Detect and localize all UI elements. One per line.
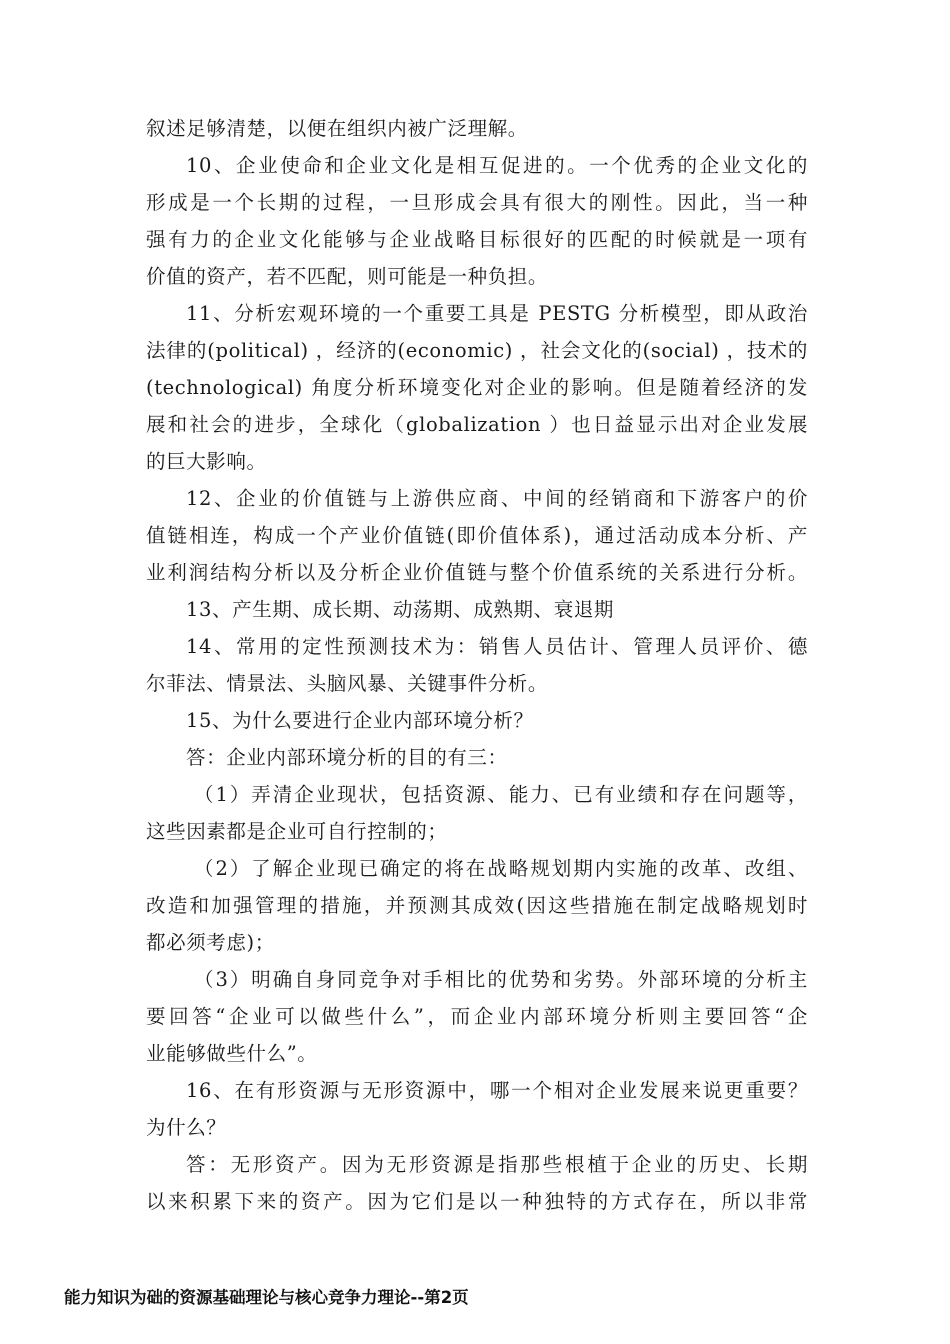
text-line: 要回答“企业可以做些什么”，而企业内部环境分析则主要回答“企 [146,1005,808,1028]
text-line: 尔菲法、情景法、头脑风暴、关键事件分析。 [146,672,549,695]
document-body [146,110,808,1220]
text-line: 价值的资产，若不匹配，则可能是一种负担。 [146,265,549,288]
text-line: 13、产生期、成长期、动荡期、成熟期、衰退期 [186,598,615,621]
text-line: 为什么？ [146,1116,227,1139]
text-line: （1）弄清企业现状，包括资源、能力、已有业绩和存在问题等， [194,783,808,806]
page-footer: 能力知识为础的资源基础理论与核心竞争力理论--第2页 [64,1288,469,1307]
text-line: 15、为什么要进行企业内部环境分析？ [186,709,534,732]
text-line: 12、企业的价值链与上游供应商、中间的经销商和下游客户的价 [186,487,808,510]
text-line: 都必须考虑)； [146,931,275,954]
text-line: 16、在有形资源与无形资源中，哪一个相对企业发展来说更重要？ [186,1079,808,1102]
text-line: 答：无形资产。因为无形资源是指那些根植于企业的历史、长期 [186,1153,808,1176]
text-line: 这些因素都是企业可自行控制的； [146,820,448,843]
text-line: 展和社会的进步，全球化（globalization ）也日益显示出对企业发展 [146,413,808,436]
text-line: 形成是一个长期的过程，一旦形成会具有很大的刚性。因此，当一种 [146,191,808,214]
text-line: 业能够做些什么”。 [146,1042,318,1065]
text-line: 14、常用的定性预测技术为：销售人员估计、管理人员评价、德 [186,635,808,658]
text-line: 以来积累下来的资产。因为它们是以一种独特的方式存在，所以非常 [146,1190,808,1213]
text-line: 10、企业使命和企业文化是相互促进的。一个优秀的企业文化的 [186,154,808,177]
text-line: 的巨大影响。 [146,450,267,473]
text-line: 值链相连，构成一个产业价值链(即价值体系)，通过活动成本分析、产 [146,524,808,547]
text-line: 改造和加强管理的措施，并预测其成效(因这些措施在制定战略规划时 [146,894,808,917]
text-line: 强有力的企业文化能够与企业战略目标很好的匹配的时候就是一项有 [146,228,808,251]
text-line: 11、分析宏观环境的一个重要工具是 PESTG 分析模型，即从政治 [186,302,808,325]
text-line: 答：企业内部环境分析的目的有三： [186,746,508,769]
text-line: 业利润结构分析以及分析企业价值链与整个价值系统的关系进行分析。 [146,561,808,584]
text-line: （3）明确自身同竞争对手相比的优势和劣势。外部环境的分析主 [194,968,808,991]
text-line: 叙述足够清楚，以便在组织内被广泛理解。 [146,117,528,140]
text-line: 法律的(political) ，经济的(economic) ，社会文化的(social) ，技术的 [146,339,808,362]
text-line: (technological) 角度分析环境变化对企业的影响。但是随着经济的发 [146,376,808,399]
text-line: （2）了解企业现已确定的将在战略规划期内实施的改革、改组、 [194,857,808,880]
